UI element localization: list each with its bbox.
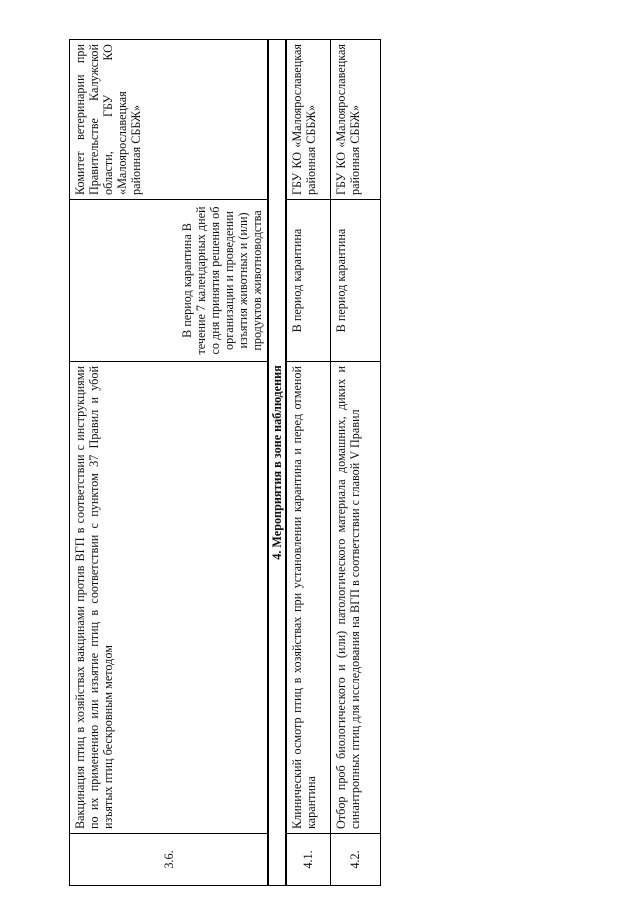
section-heading: 4. Мероприятия в зоне наблюдения: [268, 40, 286, 886]
action-cell: Клинический осмотр птиц в хозяйствах при установлении карантина и перед отменой карантина: [286, 362, 330, 834]
table-row: [286, 40, 330, 886]
rotated-page: [69, 40, 362, 886]
responsible-cell: Комитет ветеринарии при Правительстве Калужской области, ГБУ КО «Малоярославецкая районная СББЖ»: [70, 40, 269, 200]
term-cell: В период карантина: [330, 200, 380, 362]
measures-table: [69, 39, 381, 886]
term-cell: В период карантина В течение 7 календарных дней со дня принятия решения об организации и проведении изъятия животных и (или) продуктов животноводства: [70, 200, 269, 362]
table-row: [330, 40, 380, 886]
section-row: [268, 40, 286, 886]
responsible-cell: ГБУ КО «Малоярославецкая районная СББЖ»: [330, 40, 380, 200]
term-cell: В период карантина: [286, 200, 330, 362]
action-cell: Вакцинация птиц в хозяйствах вакцинами против ВГП в соответствии с инструкциями по их применению или изъятие птиц в соответствии с пунктом 37 Правил и убой изъятых птиц бескровным методом: [70, 362, 269, 834]
table-row: [70, 40, 269, 886]
row-number: 3.6.: [70, 834, 269, 886]
row-number: 4.1.: [286, 834, 330, 886]
row-number: 4.2.: [330, 834, 380, 886]
action-cell: Отбор проб биологического и (или) патологического материала домашних, диких и синантропных птиц для исследования на ВГП в соответствии с главой V Правил: [330, 362, 380, 834]
responsible-cell: ГБУ КО «Малоярославецкая районная СББЖ»: [286, 40, 330, 200]
